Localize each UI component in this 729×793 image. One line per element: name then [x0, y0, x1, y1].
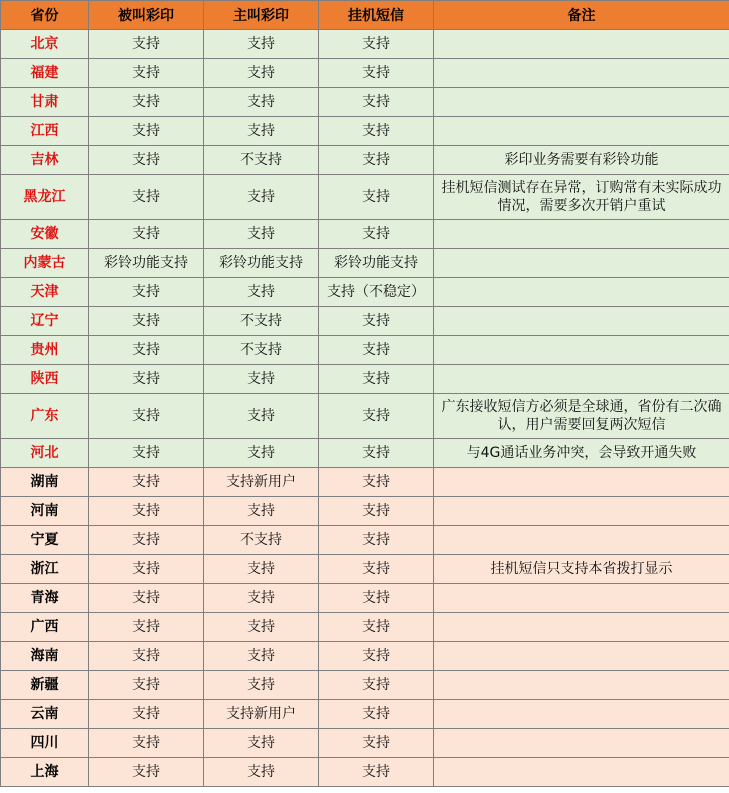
called-cell: 支持 — [89, 30, 204, 59]
calling-cell: 支持 — [204, 278, 319, 307]
table-row — [1, 613, 729, 642]
province-cell: 青海 — [1, 584, 89, 613]
table-row — [1, 497, 729, 526]
table-row — [1, 30, 729, 59]
table-row — [1, 671, 729, 700]
calling-cell: 支持 — [204, 365, 319, 394]
note-cell — [434, 220, 729, 249]
hangup-sms-cell: 支持 — [319, 439, 434, 468]
called-cell: 支持 — [89, 307, 204, 336]
note-cell — [434, 700, 729, 729]
calling-cell: 支持 — [204, 394, 319, 439]
province-cell: 贵州 — [1, 336, 89, 365]
province-cell: 陕西 — [1, 365, 89, 394]
called-cell: 支持 — [89, 278, 204, 307]
table-row — [1, 146, 729, 175]
header-row — [1, 1, 729, 30]
header-hangup-sms: 挂机短信 — [319, 1, 434, 30]
called-cell: 支持 — [89, 642, 204, 671]
table-row — [1, 439, 729, 468]
called-cell: 支持 — [89, 439, 204, 468]
called-cell: 支持 — [89, 526, 204, 555]
hangup-sms-cell: 支持 — [319, 671, 434, 700]
hangup-sms-cell: 支持 — [319, 30, 434, 59]
calling-cell: 不支持 — [204, 336, 319, 365]
hangup-sms-cell: 支持 — [319, 220, 434, 249]
province-cell: 湖南 — [1, 468, 89, 497]
province-cell: 甘肃 — [1, 88, 89, 117]
called-cell: 支持 — [89, 365, 204, 394]
hangup-sms-cell: 支持 — [319, 729, 434, 758]
called-cell: 支持 — [89, 497, 204, 526]
note-cell — [434, 59, 729, 88]
table-row — [1, 700, 729, 729]
calling-cell: 支持 — [204, 671, 319, 700]
calling-cell: 支持 — [204, 175, 319, 220]
province-cell: 云南 — [1, 700, 89, 729]
province-cell: 宁夏 — [1, 526, 89, 555]
calling-cell: 支持 — [204, 117, 319, 146]
hangup-sms-cell: 支持 — [319, 117, 434, 146]
note-cell — [434, 671, 729, 700]
called-cell: 支持 — [89, 758, 204, 787]
province-cell: 浙江 — [1, 555, 89, 584]
province-cell: 江西 — [1, 117, 89, 146]
table-row — [1, 758, 729, 787]
calling-cell: 支持 — [204, 555, 319, 584]
province-cell: 吉林 — [1, 146, 89, 175]
hangup-sms-cell: 支持 — [319, 555, 434, 584]
hangup-sms-cell: 支持 — [319, 584, 434, 613]
hangup-sms-cell: 支持 — [319, 758, 434, 787]
table-row — [1, 365, 729, 394]
table-row — [1, 307, 729, 336]
note-cell: 挂机短信只支持本省拨打显示 — [434, 555, 729, 584]
hangup-sms-cell: 支持 — [319, 365, 434, 394]
hangup-sms-cell: 支持 — [319, 336, 434, 365]
called-cell: 支持 — [89, 146, 204, 175]
province-cell: 北京 — [1, 30, 89, 59]
called-cell: 支持 — [89, 336, 204, 365]
called-cell: 支持 — [89, 88, 204, 117]
hangup-sms-cell: 支持 — [319, 700, 434, 729]
calling-cell: 支持 — [204, 88, 319, 117]
province-cell: 河南 — [1, 497, 89, 526]
province-cell: 海南 — [1, 642, 89, 671]
called-cell: 支持 — [89, 584, 204, 613]
note-cell — [434, 249, 729, 278]
hangup-sms-cell: 支持 — [319, 613, 434, 642]
note-cell — [434, 526, 729, 555]
table-row — [1, 249, 729, 278]
calling-cell: 支持 — [204, 30, 319, 59]
province-cell: 河北 — [1, 439, 89, 468]
hangup-sms-cell: 支持 — [319, 175, 434, 220]
table-row — [1, 642, 729, 671]
table-row — [1, 526, 729, 555]
note-cell — [434, 758, 729, 787]
note-cell — [434, 729, 729, 758]
calling-cell: 不支持 — [204, 307, 319, 336]
calling-cell: 彩铃功能支持 — [204, 249, 319, 278]
table-row — [1, 394, 729, 439]
note-cell — [434, 117, 729, 146]
calling-cell: 支持 — [204, 729, 319, 758]
hangup-sms-cell: 支持（不稳定） — [319, 278, 434, 307]
hangup-sms-cell: 支持 — [319, 642, 434, 671]
note-cell — [434, 584, 729, 613]
called-cell: 支持 — [89, 117, 204, 146]
calling-cell: 支持 — [204, 758, 319, 787]
province-cell: 天津 — [1, 278, 89, 307]
calling-cell: 支持 — [204, 497, 319, 526]
called-cell: 支持 — [89, 700, 204, 729]
note-cell — [434, 642, 729, 671]
table-row — [1, 336, 729, 365]
province-cell: 黑龙江 — [1, 175, 89, 220]
called-cell: 支持 — [89, 468, 204, 497]
note-cell — [434, 278, 729, 307]
province-cell: 四川 — [1, 729, 89, 758]
note-cell: 与4G通话业务冲突，会导致开通失败 — [434, 439, 729, 468]
province-cell: 上海 — [1, 758, 89, 787]
header-province: 省份 — [1, 1, 89, 30]
province-cell: 福建 — [1, 59, 89, 88]
note-cell: 挂机短信测试存在异常，订购常有未实际成功情况，需要多次开销户重试 — [434, 175, 729, 220]
table-row — [1, 88, 729, 117]
calling-cell: 支持 — [204, 439, 319, 468]
hangup-sms-cell: 支持 — [319, 394, 434, 439]
hangup-sms-cell: 支持 — [319, 497, 434, 526]
called-cell: 支持 — [89, 394, 204, 439]
called-cell: 彩铃功能支持 — [89, 249, 204, 278]
table-row — [1, 729, 729, 758]
note-cell — [434, 365, 729, 394]
hangup-sms-cell: 支持 — [319, 468, 434, 497]
called-cell: 支持 — [89, 220, 204, 249]
calling-cell: 支持新用户 — [204, 700, 319, 729]
province-cell: 新疆 — [1, 671, 89, 700]
table-row — [1, 584, 729, 613]
hangup-sms-cell: 彩铃功能支持 — [319, 249, 434, 278]
calling-cell: 支持 — [204, 59, 319, 88]
hangup-sms-cell: 支持 — [319, 146, 434, 175]
header-calling-color-print: 主叫彩印 — [204, 1, 319, 30]
table-row — [1, 468, 729, 497]
calling-cell: 支持 — [204, 613, 319, 642]
header-remarks: 备注 — [434, 1, 729, 30]
table-row — [1, 278, 729, 307]
province-cell: 广东 — [1, 394, 89, 439]
note-cell: 广东接收短信方必须是全球通，省份有二次确认，用户需要回复两次短信 — [434, 394, 729, 439]
note-cell — [434, 613, 729, 642]
calling-cell: 不支持 — [204, 146, 319, 175]
table-row — [1, 555, 729, 584]
called-cell: 支持 — [89, 671, 204, 700]
header-called-color-print: 被叫彩印 — [89, 1, 204, 30]
province-cell: 广西 — [1, 613, 89, 642]
province-cell: 安徽 — [1, 220, 89, 249]
table-row — [1, 220, 729, 249]
called-cell: 支持 — [89, 729, 204, 758]
hangup-sms-cell: 支持 — [319, 88, 434, 117]
table-row — [1, 59, 729, 88]
province-cell: 辽宁 — [1, 307, 89, 336]
hangup-sms-cell: 支持 — [319, 59, 434, 88]
note-cell: 彩印业务需要有彩铃功能 — [434, 146, 729, 175]
calling-cell: 不支持 — [204, 526, 319, 555]
called-cell: 支持 — [89, 613, 204, 642]
province-cell: 内蒙古 — [1, 249, 89, 278]
note-cell — [434, 30, 729, 59]
hangup-sms-cell: 支持 — [319, 307, 434, 336]
called-cell: 支持 — [89, 175, 204, 220]
hangup-sms-cell: 支持 — [319, 526, 434, 555]
note-cell — [434, 497, 729, 526]
calling-cell: 支持 — [204, 642, 319, 671]
calling-cell: 支持 — [204, 220, 319, 249]
calling-cell: 支持 — [204, 584, 319, 613]
table-row — [1, 117, 729, 146]
calling-cell: 支持新用户 — [204, 468, 319, 497]
note-cell — [434, 88, 729, 117]
called-cell: 支持 — [89, 59, 204, 88]
table-row — [1, 175, 729, 220]
note-cell — [434, 336, 729, 365]
called-cell: 支持 — [89, 555, 204, 584]
note-cell — [434, 468, 729, 497]
note-cell — [434, 307, 729, 336]
